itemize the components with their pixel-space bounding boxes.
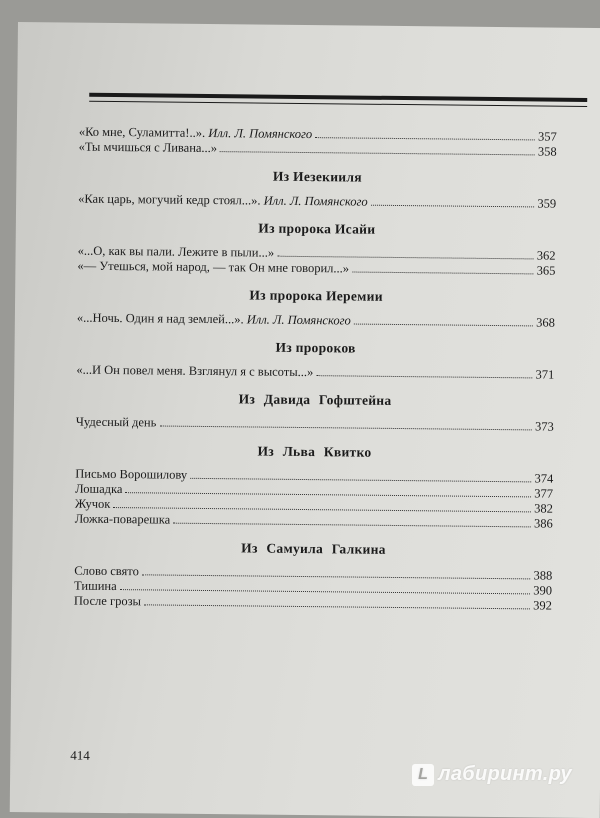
dot-leader: [159, 425, 532, 431]
entry-title: [75, 497, 111, 512]
entry-title: [78, 192, 368, 210]
entry-text: Жучок: [74, 496, 111, 511]
entry-title: [75, 482, 123, 497]
entry-page-number: 362: [536, 248, 556, 263]
dot-leader: [144, 603, 530, 609]
entry-text: Письмо Ворошилову: [75, 466, 188, 482]
entry-text: «...О, как вы пали. Лежите в пыли...»: [77, 243, 275, 260]
toc-entry: [76, 415, 554, 435]
labyrinth-logo-icon: L: [412, 764, 434, 786]
entry-text: Лошадка: [75, 481, 123, 497]
section-title: Из Иезекииля: [272, 168, 362, 185]
entry-page-number: 374: [534, 471, 554, 486]
entry-title: [75, 512, 171, 528]
entry-text: «...Ночь. Один я над землей...».: [76, 310, 244, 327]
section-title: Из пророка Исайи: [258, 220, 376, 237]
dot-leader: [220, 150, 535, 155]
entry-title: [77, 259, 349, 277]
entry-page-number: 368: [536, 315, 555, 330]
toc-entry: [76, 363, 554, 383]
entry-page-number: 390: [533, 583, 553, 598]
entry-title: [74, 564, 139, 580]
entry-page-number: 359: [537, 196, 557, 211]
entry-page-number: 371: [535, 367, 555, 382]
entry-page-number: 373: [534, 419, 554, 434]
dot-leader: [120, 588, 531, 594]
page-number: 414: [70, 747, 90, 763]
entry-page-number: 357: [538, 129, 557, 144]
dot-leader: [371, 204, 535, 208]
entry-text: «Как царь, могучий кедр стоял...».: [78, 191, 261, 208]
entry-title: [76, 363, 313, 380]
entry-text: «Ко мне, Суламитта!..».: [78, 124, 206, 140]
watermark-text: лабиринт.ру: [438, 763, 572, 785]
entry-page-number: 388: [533, 568, 553, 583]
entry-credit: Илл. Л. Помянского: [208, 125, 313, 142]
dot-leader: [190, 477, 531, 483]
entry-text: Чудесный день: [75, 414, 157, 430]
entry-text: Ложка-поварешка: [74, 511, 171, 527]
section-title: Из пророков: [275, 339, 356, 356]
dot-leader: [354, 323, 533, 327]
entry-page-number: 358: [537, 144, 557, 159]
dot-leader: [142, 573, 531, 579]
entry-page-number: 377: [534, 486, 554, 501]
dot-leader: [315, 136, 535, 140]
entry-page-number: 365: [536, 263, 556, 278]
watermark: [412, 763, 572, 786]
entry-title: [75, 467, 187, 483]
entry-text: «...И Он повел меня. Взглянул я с высоты...»: [76, 362, 314, 380]
dot-leader: [173, 522, 531, 528]
entry-text: «— Утешься, мой народ, — так Он мне говорил...»: [77, 258, 350, 276]
entry-text: «Ты мчишься с Ливана...»: [78, 139, 218, 156]
section-title: Из Самуила Галкина: [241, 540, 386, 557]
toc-entry: [77, 311, 555, 331]
entry-text: Тишина: [74, 578, 117, 594]
table-of-contents: [74, 125, 557, 614]
entry-page-number: 382: [534, 501, 554, 516]
entry-title: [77, 311, 351, 329]
toc-entry: [78, 192, 556, 212]
section-title: Из пророка Иеремии: [249, 287, 383, 304]
dot-leader: [316, 374, 532, 378]
entry-page-number: 392: [533, 598, 552, 613]
entry-title: [74, 594, 141, 610]
dot-leader: [352, 271, 534, 275]
entry-page-number: 386: [533, 516, 553, 531]
book-page: [10, 22, 600, 818]
entry-title: [79, 140, 218, 156]
header-rule-thin: [89, 101, 587, 107]
dot-leader: [277, 255, 534, 260]
entry-credit: Илл. Л. Помянского: [263, 193, 368, 209]
entry-text: После грозы: [73, 593, 142, 609]
section-title: Из Давида Гофштейна: [238, 391, 392, 408]
entry-title: [74, 579, 117, 594]
dot-leader: [113, 506, 531, 512]
section-title: Из Льва Квитко: [257, 443, 372, 460]
entry-credit: Илл. Л. Помянского: [246, 312, 351, 328]
entry-text: Слово свято: [74, 563, 139, 579]
dot-leader: [125, 491, 531, 497]
entry-title: [76, 415, 157, 431]
